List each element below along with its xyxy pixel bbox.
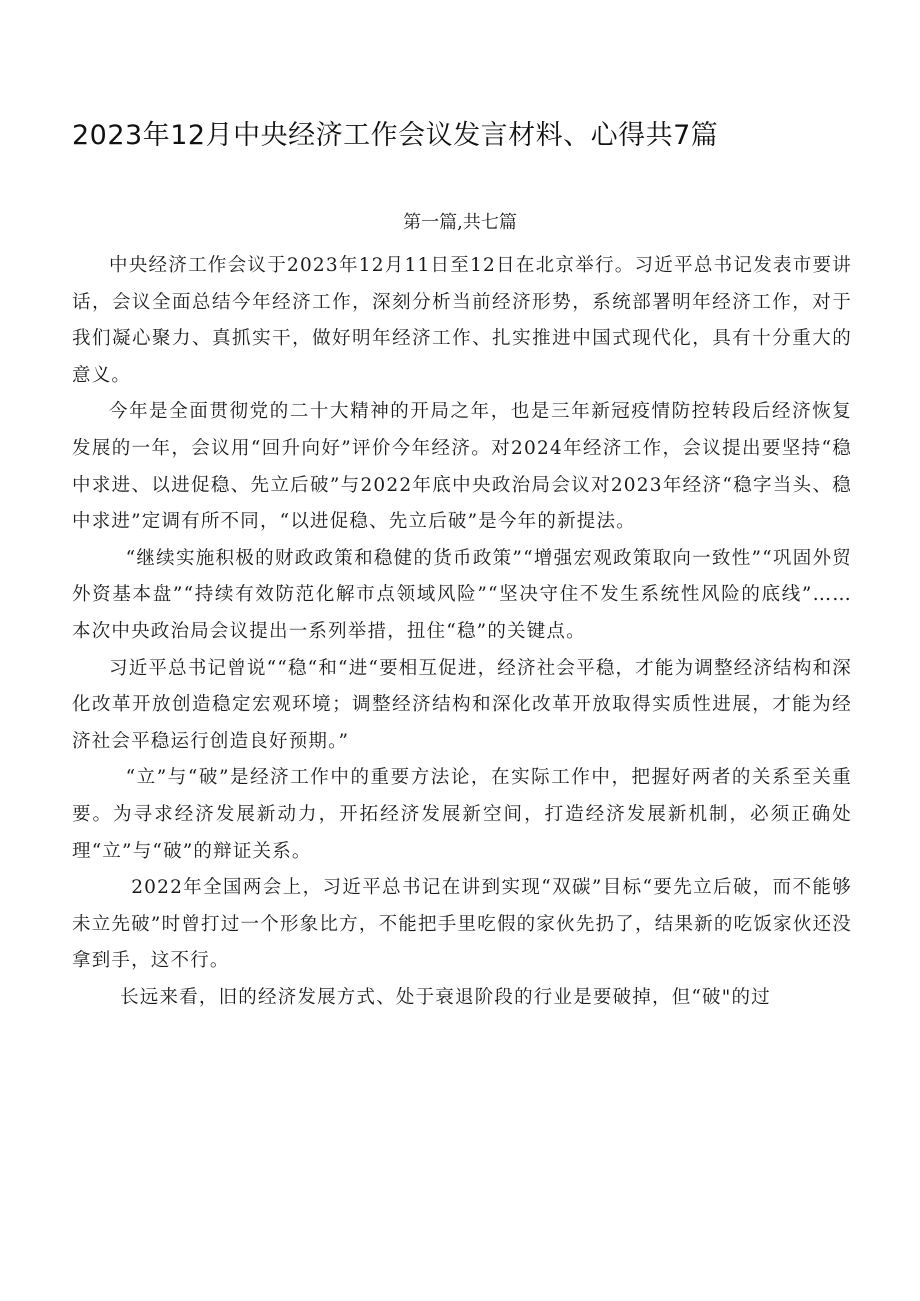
- section-heading: 第一篇,共七篇: [403, 212, 517, 233]
- paragraph-6: 2022年全国两会上，习近平总书记在讲到实现“双碳”目标“要先立后破，而不能够未立先破”时曾打过一个形象比方，不能把手里吃假的家伙先扔了，结果新的吃饭家伙还没拿到手，这不行。: [72, 877, 852, 972]
- paragraph-4: 习近平总书记曾说““稳“和“进“要相互促进，经济社会平稳，才能为调整经济结构和深化改革开放创造稳定宏观环境；调整经济结构和深化改革开放取得实质性进展，才能为经济社会平稳运行创造良好预期。”: [72, 657, 852, 752]
- paragraph-2: 今年是全面贯彻党的二十大精神的开局之年，也是三年新冠疫情防控转段后经济恢复发展的一年，会议用“回升向好”评价今年经济。对2024年经济工作，会议提出要坚持“稳中求进、以进促稳、先立后破”与2022年底中央政治局会议对2023年经济“稳字当头、稳中求进”定调有所不同，“以进促稳、先立后破”是今年的新提法。: [72, 401, 852, 533]
- document-body: [72, 248, 852, 1016]
- paragraph-3: “继续实施积极的财政政策和稳健的货币政策”“增强宏观政策取向一致性”“巩固外贸外资基本盘”“持续有效防范化解市点领域风险”“坚决守住不发生系统性风险的底线”……本次中央政治局会议提出一系列举措，扭住“稳”的关键点。: [72, 547, 852, 642]
- paragraph-5: “立”与“破”是经济工作中的重要方法论，在实际工作中，把握好两者的关系至关重要。为寻求经济发展新动力，开拓经济发展新空间，打造经济发展新机制，必须正确处理“立”与“破”的辩证关系。: [72, 767, 852, 862]
- paragraph-7: 长远来看，旧的经济发展方式、处于衰退阶段的行业是要破掉，但“破"的过: [120, 986, 771, 1008]
- document-title: 2023年12月中央经济工作会议发言材料、心得共7篇: [72, 120, 719, 151]
- paragraph-1: 中央经济工作会议于2023年12月11日至12日在北京举行。习近平总书记发表市要讲话，会议全面总结今年经济工作，深刻分析当前经济形势，系统部署明年经济工作，对于我们凝心聚力、真抓实干，做好明年经济工作、扎实推进中国式现代化，具有十分重大的意义。: [72, 255, 852, 386]
